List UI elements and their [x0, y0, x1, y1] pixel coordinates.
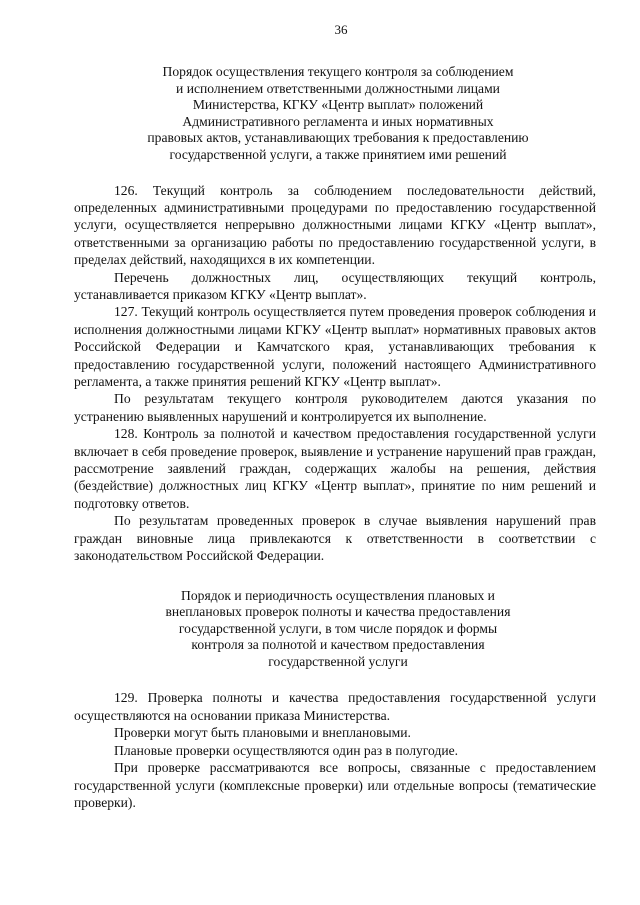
- heading-line: государственной услуги: [268, 653, 408, 669]
- heading-line: государственной услуги, в том числе порядок и формы: [178, 620, 498, 636]
- section-heading-inspections: [74, 588, 596, 671]
- heading-line: внеплановых проверок полноты и качества предоставления: [165, 604, 511, 620]
- section-body-inspections: [74, 689, 596, 811]
- paragraph-officials-list: Перечень должностных лиц, осуществляющих текущий контроль, устанавливается приказом КГКУ «Центр выплат».: [74, 269, 596, 302]
- paragraph-planned-frequency: Плановые проверки осуществляются один раз в полугодие.: [114, 742, 459, 758]
- section-heading-current-control: [74, 64, 596, 164]
- heading-line: государственной услуги, а также принятием ими решений: [169, 146, 507, 162]
- heading-line: и исполнением ответственными должностными лицами: [176, 80, 500, 96]
- page-number: 36: [334, 22, 348, 37]
- heading-line: Порядок и периодичность осуществления плановых и: [181, 587, 495, 603]
- paragraph-inspection-scope: При проверке рассматриваются все вопросы, связанные с предоставлением государственной услуги (комплексные проверки) или отдельные вопросы (тематические проверки).: [74, 760, 596, 810]
- heading-line: Министерства, КГКУ «Центр выплат» положений: [192, 97, 484, 113]
- heading-line: Порядок осуществления текущего контроля за соблюдением: [162, 64, 514, 79]
- paragraph-126: 126. Текущий контроль за соблюдением последовательности действий, определенных административными процедурами по предоставлению государственной услуги, осуществляется непрерывно должностными лицами КГКУ «Центр выплат», ответственными за организацию работы по предоставлению государственной услуги, в пределах действий, находящихся в их компетенции.: [74, 182, 596, 268]
- section-body-current-control: [74, 182, 596, 565]
- paragraph-control-results: По результатам текущего контроля руководителем даются указания по устранению выявленных нарушений и контролируется их выполнение.: [74, 391, 596, 424]
- heading-line: контроля за полнотой и качеством предоставления: [191, 637, 485, 653]
- paragraph-violations-liability: По результатам проведенных проверок в случае выявления нарушений прав граждан виновные лица привлекаются к ответственности в соответствии с законодательством Российской Федерации.: [74, 513, 596, 564]
- paragraph-128: 128. Контроль за полнотой и качеством предоставления государственной услуги включает в себя проведение проверок, выявление и устранение нарушений прав граждан, рассмотрение заявлений граждан, содержащих жалобы на решения, действия (бездействие) должностных лиц КГКУ «Центр выплат», принятие по ним решений и подготовку ответов.: [74, 426, 596, 511]
- paragraph-129: 129. Проверка полноты и качества предоставления государственной услуги осуществляются на основании приказа Министерства.: [74, 690, 596, 723]
- paragraph-127: 127. Текущий контроль осуществляется путем проведения проверок соблюдения и исполнения должностными лицами КГКУ «Центр выплат» нормативных правовых актов Российской Федерации и Камчатского края, устанавливающих требования к предоставлению государственной услуги, положений настоящего Административного регламента, а также принятия решений КГКУ «Центр выплат».: [74, 304, 596, 390]
- heading-line: Административного регламента и иных нормативных: [182, 113, 494, 129]
- heading-line: правовых актов, устанавливающих требования к предоставлению: [147, 130, 529, 146]
- paragraph-inspection-types: Проверки могут быть плановыми и внеплановыми.: [114, 725, 411, 741]
